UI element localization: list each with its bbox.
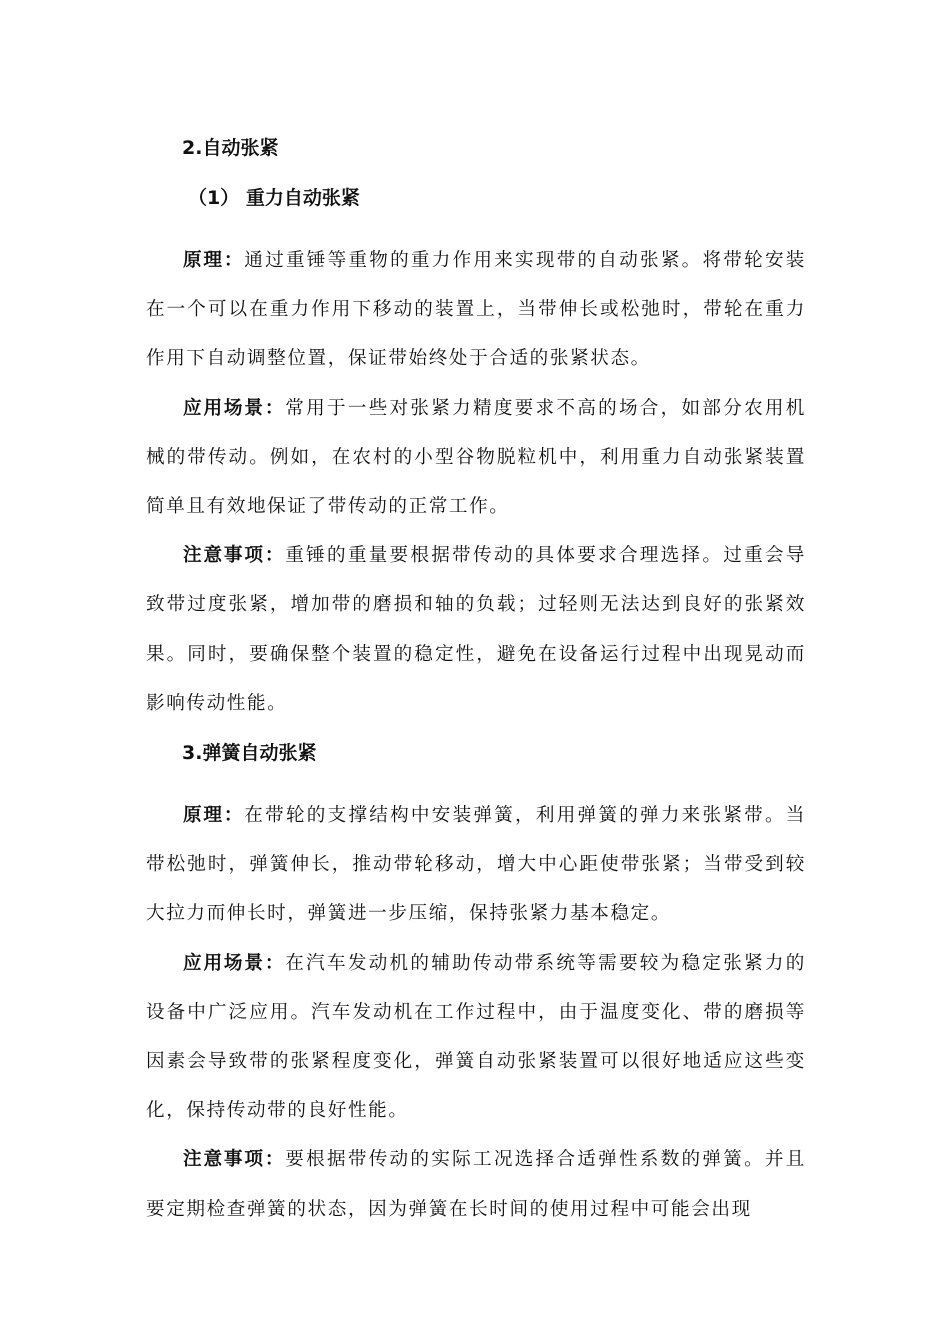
paragraph-spring-principle: [146, 791, 806, 939]
paragraph-label: 应用场景：: [183, 952, 286, 974]
paragraph-label: 应用场景：: [183, 397, 286, 419]
paragraph-text: 通过重锤等重物的重力作用来实现带的自动张紧。将带轮安装在一个可以在重力作用下移动的装置上，当带伸长或松弛时，带轮在重力作用下自动调整位置，保证带始终处于合适的张紧状态。: [146, 250, 807, 370]
paragraph-label: 原理：: [183, 250, 245, 271]
paragraph-gravity-principle: [146, 236, 806, 384]
paragraph-gravity-application: [146, 384, 806, 532]
paragraph-text: 在汽车发动机的辅助传动带系统等需要较为稳定张紧力的设备中广泛应用。汽车发动机在工作过程中，由于温度变化、带的磨损等因素会导致带的张紧程度变化，弹簧自动张紧装置可以很好地适应这些变化，保持传动带的良好性能。: [146, 952, 806, 1122]
paragraph-text: 重锤的重量要根据带传动的具体要求合理选择。过重会导致带过度张紧，增加带的磨损和轴的负载；过轻则无法达到良好的张紧效果。同时，要确保整个装置的稳定性，避免在设备运行过程中出现晃动而影响传动性能。: [146, 545, 806, 714]
section-heading-spring-tension: 3.弹簧自动张紧: [182, 742, 317, 765]
document-body: [146, 128, 806, 1234]
paragraph-spring-notes: [146, 1135, 806, 1233]
paragraph-label: 注意事项：: [183, 1149, 286, 1171]
section-heading-auto-tension: 2.自动张紧: [182, 137, 279, 159]
paragraph-text: 在带轮的支撑结构中安装弹簧，利用弹簧的弹力来张紧带。当带松弛时，弹簧伸长，推动带轮移动，增大中心距使带张紧；当带受到较大拉力而伸长时，弹簧进一步压缩，保持张紧力基本稳定。: [146, 805, 807, 925]
paragraph-label: 原理：: [183, 805, 245, 827]
paragraph-gravity-notes: [146, 531, 806, 728]
paragraph-text: 要根据带传动的实际工况选择合适弹性系数的弹簧。并且要定期检查弹簧的状态，因为弹簧在长时间的使用过程中可能会出现: [146, 1149, 806, 1220]
paragraph-text: 常用于一些对张紧力精度要求不高的场合，如部分农用机械的带传动。例如，在农村的小型谷物脱粒机中，利用重力自动张紧装置简单且有效地保证了带传动的正常工作。: [146, 397, 806, 518]
paragraph-spring-application: [146, 939, 806, 1136]
paragraph-label: 注意事项：: [183, 545, 286, 567]
subsection-heading-gravity-tension: （1） 重力自动张紧: [188, 187, 360, 209]
